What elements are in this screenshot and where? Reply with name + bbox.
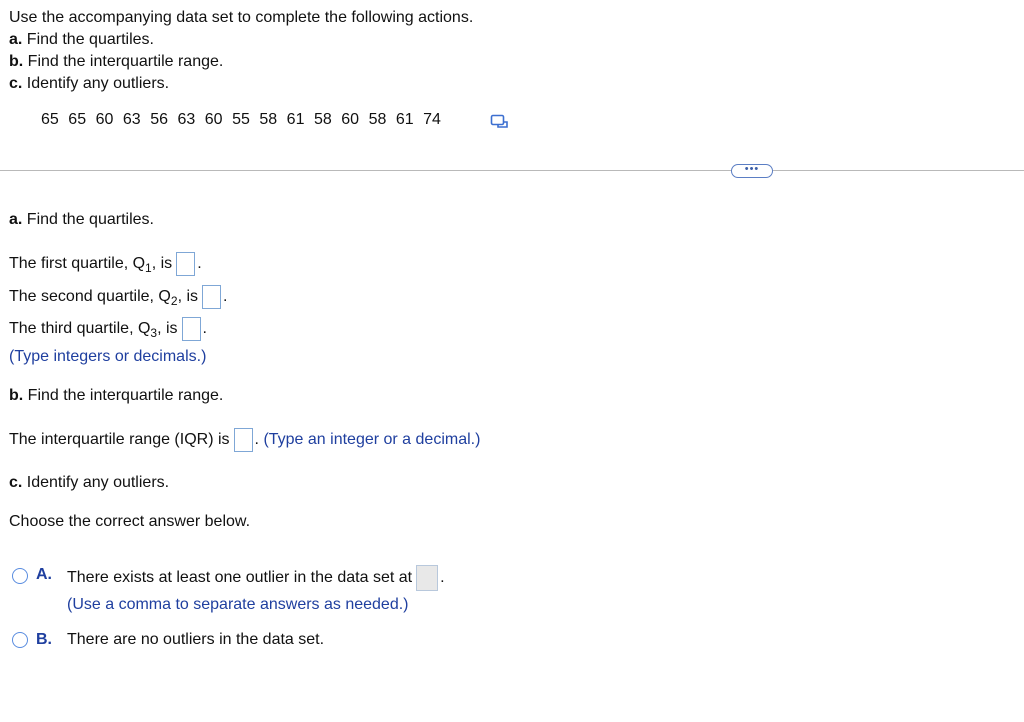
iqr-row: The interquartile range (IQR) is . (Type an integer or a decimal.) xyxy=(9,427,480,453)
option-a-radio[interactable] xyxy=(12,568,28,584)
section-divider xyxy=(0,170,1024,171)
q2-row: The second quartile, $Q_2$, is . xyxy=(9,284,227,310)
data-value: 65 xyxy=(41,111,59,128)
instruction-c: c. Identify any outliers. xyxy=(9,75,170,92)
part-b-hint: (Type an integer or a decimal.) xyxy=(263,431,481,448)
data-value: 63 xyxy=(177,111,196,128)
outlier-input[interactable] xyxy=(416,565,438,591)
data-value: 58 xyxy=(313,111,332,128)
data-value: 60 xyxy=(204,111,223,128)
option-a-text: There exists at least one outlier in the data set at xyxy=(67,569,413,586)
option-a-row: There exists at least one outlier in the data set at . xyxy=(67,564,445,592)
iqr-label: The interquartile range (IQR) is xyxy=(9,431,230,448)
copy-data-icon[interactable] xyxy=(490,113,510,129)
dataset-row xyxy=(41,111,450,129)
q1-row: The first quartile, $Q_1$, is . xyxy=(9,251,202,277)
part-c-heading: c. Identify any outliers. xyxy=(9,474,170,491)
instruction-b: b. Find the interquartile range. xyxy=(9,53,224,70)
instruction-a: a. Find the quartiles. xyxy=(9,31,154,48)
data-value: 58 xyxy=(368,111,387,128)
option-b-radio[interactable] xyxy=(12,632,28,648)
data-value: 60 xyxy=(95,111,114,128)
more-options-button[interactable]: ••• xyxy=(731,164,773,178)
part-b-heading: b. Find the interquartile range. xyxy=(9,387,224,404)
q3-label: The third quartile, $Q_3$, is xyxy=(9,320,178,340)
option-b-text: There are no outliers in the data set. xyxy=(67,631,325,648)
choose-prompt: Choose the correct answer below. xyxy=(9,513,251,530)
instructions xyxy=(9,7,473,95)
instructions-line1: Use the accompanying data set to complete the following actions. xyxy=(9,9,474,26)
q2-label: The second quartile, $Q_2$, is xyxy=(9,288,199,308)
data-value: 56 xyxy=(150,111,168,128)
option-a-hint: (Use a comma to separate answers as needed.) xyxy=(67,596,409,613)
q1-input[interactable] xyxy=(176,252,195,276)
data-value: 65 xyxy=(68,111,87,128)
data-value: 60 xyxy=(341,111,360,128)
q3-row: The third quartile, $Q_3$, is . xyxy=(9,316,207,342)
data-value: 63 xyxy=(122,111,141,128)
data-value: 58 xyxy=(259,111,278,128)
iqr-input[interactable] xyxy=(234,428,253,452)
part-a-heading: a. Find the quartiles. xyxy=(9,211,154,228)
data-value: 61 xyxy=(395,111,414,128)
q3-input[interactable] xyxy=(182,317,201,341)
part-a-hint: (Type integers or decimals.) xyxy=(9,348,207,365)
data-value: 74 xyxy=(423,111,441,128)
option-a-letter: A. xyxy=(36,566,52,583)
data-value: 55 xyxy=(232,111,250,128)
q1-label: The first quartile, $Q_1$, is xyxy=(9,255,173,275)
q2-input[interactable] xyxy=(202,285,221,309)
data-value: 61 xyxy=(286,111,305,128)
option-b-letter: B. xyxy=(36,631,52,648)
